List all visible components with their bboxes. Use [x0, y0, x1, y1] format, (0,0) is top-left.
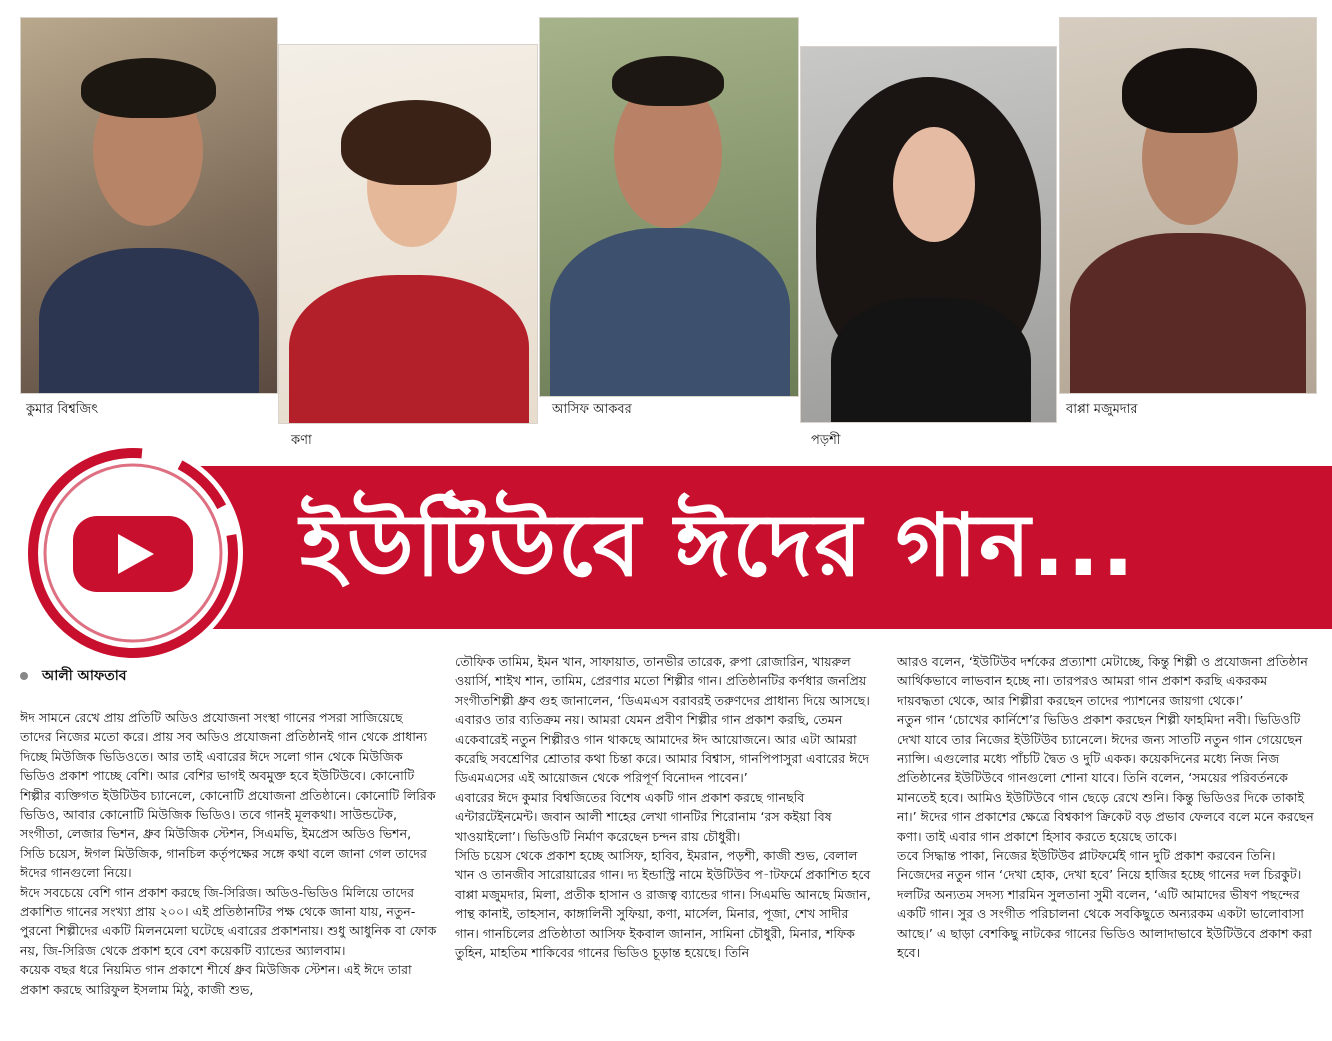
- article-paragraph: এবারের ঈদে কুমার বিশ্বজিতের বিশেষ একটি গান প্রকাশ করছে গানছবি এন্টারটেইনমেন্ট। জবান আলী শাহের লেখা গানটির শিরোনাম ‘রস কইয়া বিষ খাওয়াইলো’। ভিডিওটি নির্মাণ করেছেন চন্দন রায় চৌধুরী।: [455, 789, 832, 844]
- photo-hair: [341, 100, 491, 185]
- headline: ইউটিউবে ঈদের গান...: [300, 496, 1137, 596]
- article-paragraph: ঈদে সবচেয়ে বেশি গান প্রকাশ করছে জি-সিরিজ। অডিও-ভিডিও মিলিয়ে তাদের প্রকাশিত গানের সংখ্যা প্রায় ২০০। এই প্রতিষ্ঠানটির পক্ষ থেকে জানা যায়, নতুন-পুরনো শিল্পীদের একটি মিলনমেলা ঘটেছে এবারের প্রকাশনায়। শুধু আধুনিক বা ফোক নয়, জি-সিরিজ থেকে প্রকাশ হবে বেশ কয়েকটি ব্যান্ডের অ্যালবাম।: [20, 884, 437, 958]
- caption-kumar-bishwajit: কুমার বিশ্বজিৎ: [26, 402, 99, 417]
- article-paragraph: ঈদ সামনে রেখে প্রায় প্রতিটি অডিও প্রযোজনা সংস্থা গানের পসরা সাজিয়েছে তাদের নিজের মতো করে। প্রায় সব অডিও প্রযোজনা প্রতিষ্ঠানই গান থেকে প্রাধান্য দিচ্ছে মিউজিক ভিডিওতে। আর তাই এবারের ঈদে সলো গান থেকে মিউজিক ভিডিও প্রকাশ পাচ্ছে বেশি। আর বেশির ভাগই অবমুক্ত হবে ইউটিউবে। কোনোটি শিল্পীর ব্যক্তিগত ইউটিউব চ্যানেলে, কোনোটি প্রযোজনা প্রতিষ্ঠানে। কোনোটি লিরিক ভিডিও, আবার কোনোটি মিউজিক ভিডিও। তবে গানই মূলকথা। সাউন্ডটেক, সংগীতা, লেজার ভিশন, ধ্রুব মিউজিক স্টেশন, সিএমভি, ইমপ্রেস অডিও ভিশন, সিডি চয়েস, ঈগল মিউজিক, গানচিল কর্তৃপক্ষের সঙ্গে কথা বলে জানা গেল তাদের ঈদের গানগুলো নিয়ে।: [20, 710, 436, 881]
- caption-bappa-mazumder: বাপ্পা মজুমদার: [1066, 402, 1138, 417]
- article-paragraph: তবে সিদ্ধান্ত পাকা, নিজের ইউটিউব প্লাটফর্মেই গান দুটি প্রকাশ করবেন তিনি। নিজেদের নতুন গান ‘দেখা হোক, দেখা হবে’ নিয়ে হাজির হচ্ছে গানের দল চিরকুট। দলটির অন্যতম সদস্য শারমিন সুলতানা সুমী বলেন, ‘এটি আমাদের ভীষণ পছন্দের একটি গান। সুর ও সংগীত পরিচালনা থেকে সবকিছুতে অন্যরকম একটা ভালোবাসা আছে।’ এ ছাড়া বেশকিছু নাটকের গানের ভিডিও আলাদাভাবে ইউটিউবে প্রকাশ করা হবে।: [897, 848, 1312, 961]
- article-paragraph: নতুন গান ‘চোখের কার্নিশে’র ভিডিও প্রকাশ করছেন শিল্পী ফাহমিদা নবী। ভিডিওটি দেখা যাবে তার নিজের ইউটিউব চ্যানেলে। ঈদের জন্য সাতটি নতুন গান গেয়েছেন ন্যান্সি। এগুলোর মধ্যে পাঁচটি দ্বৈত ও দুটি একক। কয়েকদিনের মধ্যে নিজ নিজ প্রতিষ্ঠানের ইউটিউবে গানগুলো শোনা যাবে। তিনি বলেন, ‘সময়ের পরিবর্তনকে মানতেই হবে। আমিও ইউটিউবে গান ছেড়ে রেখে শুনি। কিন্তু ভিডিওর দিকে তাকাই না।’ ঈদের গান প্রকাশের ক্ষেত্রে বিশ্বকাপ ক্রিকেট বড় প্রভাব ফেলবে বলে মনে করছেন কণা। তাই এবার গান প্রকাশে হিসাব করতে হয়েছে তাকে।: [897, 712, 1314, 844]
- article-column-1: [20, 708, 438, 999]
- photo-bappa-mazumder: [1059, 17, 1317, 394]
- article-paragraph: আরও বলেন, ‘ইউটিউব দর্শকের প্রত্যাশা মেটাচ্ছে, কিন্তু শিল্পী ও প্রযোজনা প্রতিষ্ঠান আর্থিকভাবে লাভবান হচ্ছে না। তারপরও আমরা গান প্রকাশ করছি একরকম দায়বদ্ধতা থেকে, আর শিল্পীরা করছেন তাদের প্যাশনের জায়গা থেকে।’: [897, 654, 1308, 708]
- photo-figure: [550, 228, 790, 397]
- article-paragraph: কয়েক বছর ধরে নিয়মিত গান প্রকাশে শীর্ষে ধ্রুব মিউজিক স্টেশন। এই ঈদে তারা প্রকাশ করছে আরিফুল ইসলাম মিঠু, কাজী শুভ,: [20, 962, 412, 997]
- photo-hair: [1122, 48, 1257, 133]
- article-column-3: [897, 652, 1315, 963]
- caption-asif-akbar: আসিফ আকবর: [552, 402, 632, 417]
- photo-hair: [612, 56, 724, 106]
- article-column-2: [455, 652, 873, 963]
- caption-porshi: পড়শী: [811, 433, 841, 448]
- photo-figure: [1070, 233, 1306, 394]
- article-paragraph: তৌফিক তামিম, ইমন খান, সাফায়াত, তানভীর তারেক, রুপা রোজারিন, খায়রুল ওয়ার্সি, শাইখ শান, তামিম, প্রেরণার মতো শিল্পীর গান। প্রতিষ্ঠানটির কর্ণধার জনপ্রিয় সংগীতশিল্পী ধ্রুব গুহ জানালেন, ‘ডিএমএস বরাবরই তরুণদের প্রাধান্য দিয়ে আসছে। এবারও তার ব্যতিক্রম নয়। আমরা যেমন প্রবীণ শিল্পীর গান প্রকাশ করছি, তেমন একেবারেই নতুন শিল্পীরও গান থাকছে আমাদের ঈদ আয়োজনে। আর এটা আমরা করেছি সবশ্রেণির শ্রোতার কথা চিন্তা করে। আমার বিশ্বাস, গানপিপাসুরা এবারের ঈদে ডিএমএসের এই আয়োজন থেকে পরিপূর্ণ বিনোদন পাবেন।’: [455, 654, 870, 786]
- youtube-play-icon: [18, 438, 248, 668]
- photo-face: [893, 127, 975, 242]
- bullet-dot: [20, 672, 28, 680]
- byline: [20, 664, 127, 688]
- photo-asif-akbar: [539, 17, 799, 397]
- byline-author: আলী আফতাব: [42, 668, 127, 684]
- photo-figure: [831, 297, 1031, 423]
- photo-porshi: [800, 46, 1057, 423]
- article-paragraph: সিডি চয়েস থেকে প্রকাশ হচ্ছে আসিফ, হাবিব, ইমরান, পড়শী, কাজী শুভ, বেলাল খান ও তানজীব সারোয়ারের গান। দ্য ইন্ডাস্ট্রি নামে ইউটিউব প-াটফর্মে প্রকাশিত হবে বাপ্পা মজুমদার, মিলা, প্রতীক হাসান ও রাজত্ব ব্যান্ডের গান। সিএমভি আনছে মিজান, পান্থ কানাই, তাহসান, কাঙ্গালিনী সুফিয়া, কণা, মার্সেল, মিনার, পূজা, শেখ সাদীর গান। গানচিলের প্রতিষ্ঠাতা আসিফ ইকবাল জানান, সামিনা চৌধুরী, মিনার, শফিক তুহিন, মাহতিম শাকিবের গানের ভিডিও চূড়ান্ত হয়েছে। তিনি: [455, 848, 871, 961]
- caption-kona: কণা: [291, 433, 312, 448]
- photo-kumar-bishwajit: [20, 17, 278, 394]
- photo-figure: [39, 248, 259, 394]
- photo-figure: [289, 275, 529, 424]
- photo-kona: [278, 44, 538, 424]
- photo-hair: [81, 58, 216, 118]
